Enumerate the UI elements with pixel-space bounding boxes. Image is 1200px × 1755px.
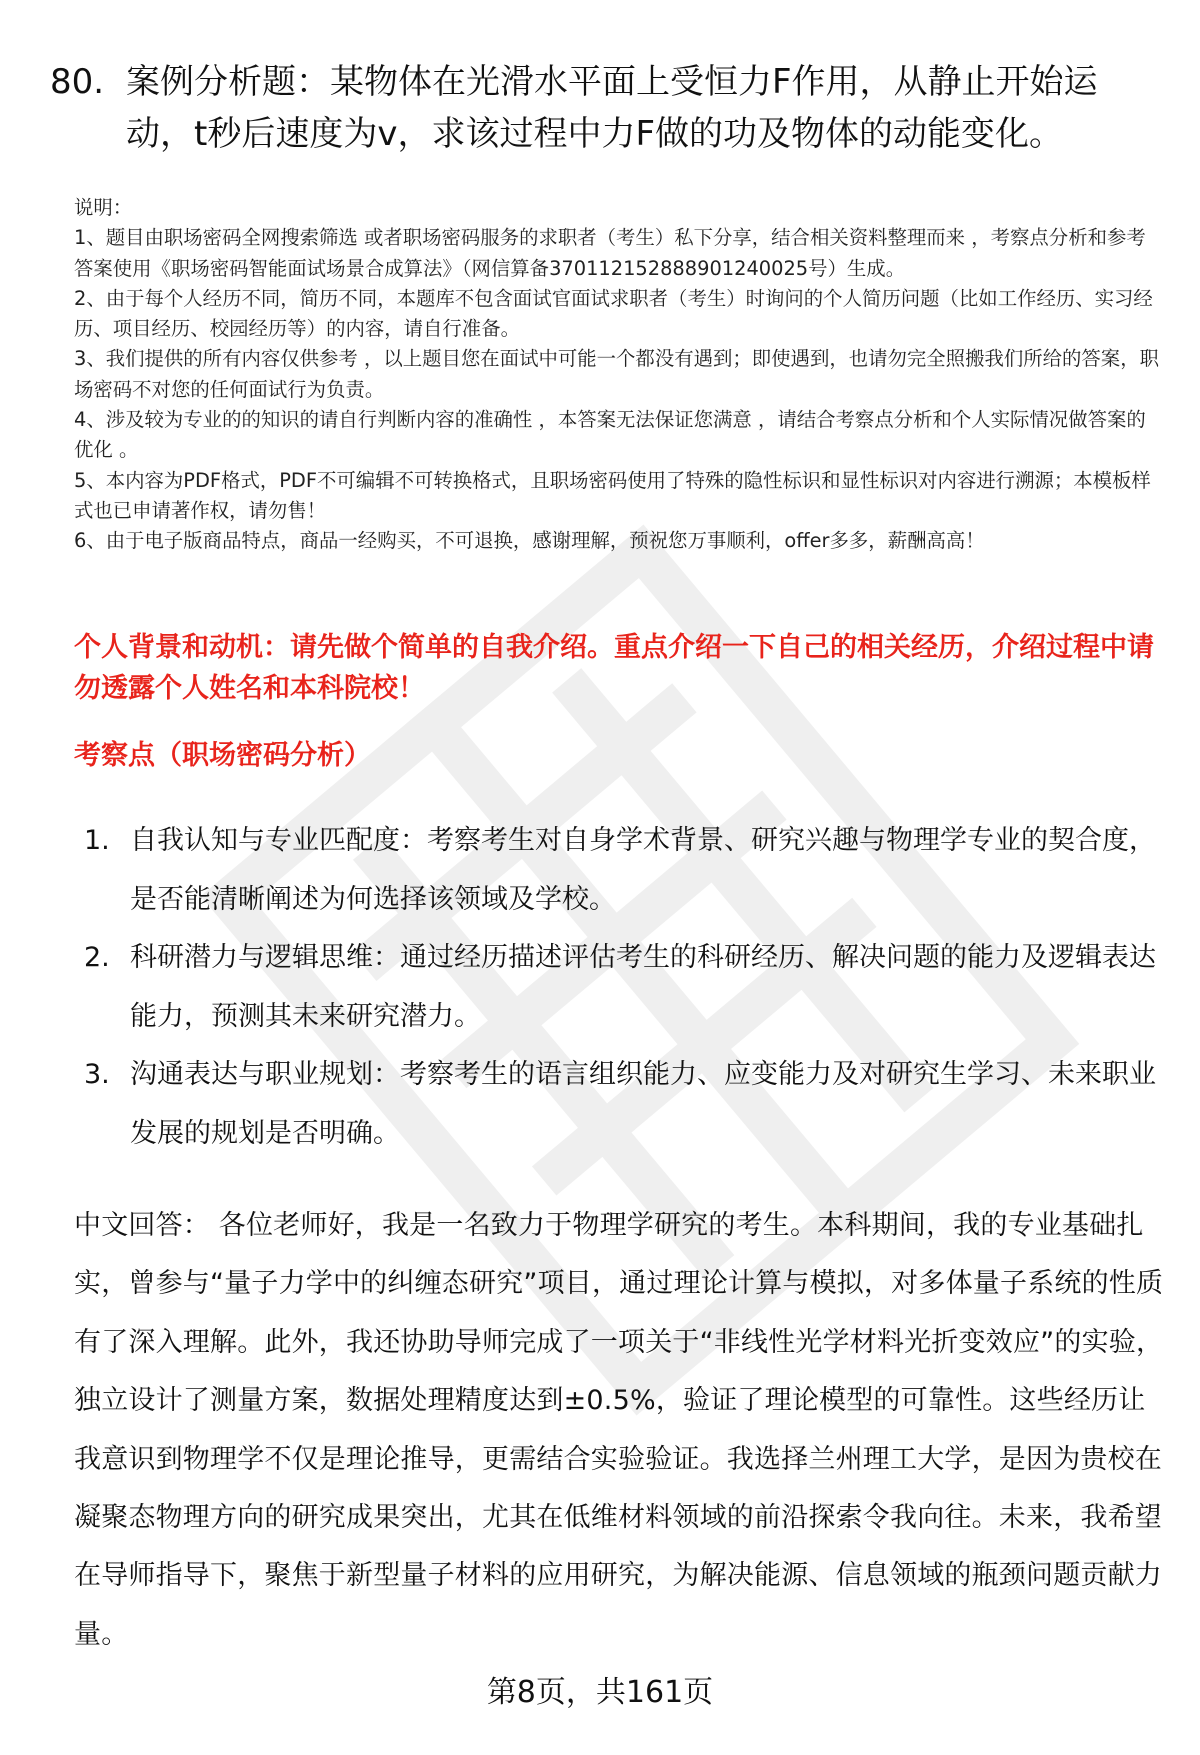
page-footer: 第8页，共161页	[486, 1675, 714, 1710]
answer-label: 中文回答：	[74, 1210, 210, 1241]
list-item-text: 科研潜力与逻辑思维：通过经历描述评估考生的科研经历、解决问题的能力及逻辑表达能力，预测其未来研究潜力。	[130, 942, 1156, 1032]
list-item-number: 3.	[84, 1059, 110, 1090]
key-points-list	[84, 812, 1164, 1163]
list-item	[84, 929, 1164, 1046]
answer-paragraph	[74, 1197, 1164, 1664]
list-item	[84, 1046, 1164, 1163]
notes-item: 5、本内容为PDF格式，PDF不可编辑不可转换格式，且职场密码使用了特殊的隐性标识和显性标识对内容进行溯源；本模板样式也已申请著作权，请勿售！	[74, 468, 1151, 522]
question	[50, 56, 1160, 160]
list-item-text: 沟通表达与职业规划：考察考生的语言组织能力、应变能力及对研究生学习、未来职业发展的规划是否明确。	[130, 1059, 1156, 1149]
notes-item: 4、涉及较为专业的的知识的请自行判断内容的准确性 ，本答案无法保证您满意 ，请结合考察点分析和个人实际情况做答案的优化 。	[74, 408, 1146, 462]
list-item	[84, 812, 1164, 929]
notes-item: 2、由于每个人经历不同，简历不同，本题库不包含面试官面试求职者（考生）时询问的个人简历问题（比如工作经历、实习经历、项目经历、校园经历等）的内容，请自行准备。	[74, 286, 1153, 341]
notes-item: 3、我们提供的所有内容仅供参考 ，以上题目您在面试中可能一个都没有遇到；即使遇到，也请勿完全照搬我们所给的答案，职场密码不对您的任何面试行为负责。	[74, 347, 1159, 401]
notes-item: 6、由于电子版商品特点，商品一经购买，不可退换，感谢理解，预祝您万事顺利，offer多多，薪酬高高！	[74, 529, 985, 553]
background-heading: 个人背景和动机：请先做个简单的自我介绍。重点介绍一下自己的相关经历，介绍过程中请勿透露个人姓名和本科院校！	[74, 632, 1154, 704]
notes-item: 1、题目由职场密码全网搜索筛选 或者职场密码服务的求职者（考生）私下分享，结合相关资料整理而来 ，考察点分析和参考答案使用《职场密码智能面试场景合成算法》（网信算备370112152888901240025号）生成。	[74, 226, 1146, 280]
list-item-text: 自我认知与专业匹配度：考察考生对自身学术背景、研究兴趣与物理学专业的契合度，是否能清晰阐述为何选择该领域及学校。	[130, 825, 1156, 915]
answer-text: 各位老师好，我是一名致力于物理学研究的考生。本科期间，我的专业基础扎实，曾参与“量子力学中的纠缠态研究”项目，通过理论计算与模拟，对多体量子系统的性质有了深入理解。此外，我还协助导师完成了一项关于“非线性光学材料光折变效应”的实验，独立设计了测量方案，数据处理精度达到±0.5%，验证了理论模型的可靠性。这些经历让我意识到物理学不仅是理论推导，更需结合实验验证。我选择兰州理工大学，是因为贵校在凝聚态物理方向的研究成果突出，尤其在低维材料领域的前沿探索令我向往。未来，我希望在导师指导下，聚焦于新型量子材料的应用研究，为解决能源、信息领域的瓶颈问题贡献力量。	[74, 1210, 1164, 1650]
list-item-number: 1.	[84, 825, 110, 856]
key-points-heading: 考察点（职场密码分析）	[74, 740, 371, 771]
notes-section	[74, 193, 1164, 557]
notes-title: 说明：	[74, 196, 133, 219]
list-item-number: 2.	[84, 942, 110, 973]
question-number: 80.	[50, 62, 105, 102]
question-text: 案例分析题：某物体在光滑水平面上受恒力F作用，从静止开始运动，t秒后速度为v，求该过程中力F做的功及物体的动能变化。	[126, 62, 1098, 154]
